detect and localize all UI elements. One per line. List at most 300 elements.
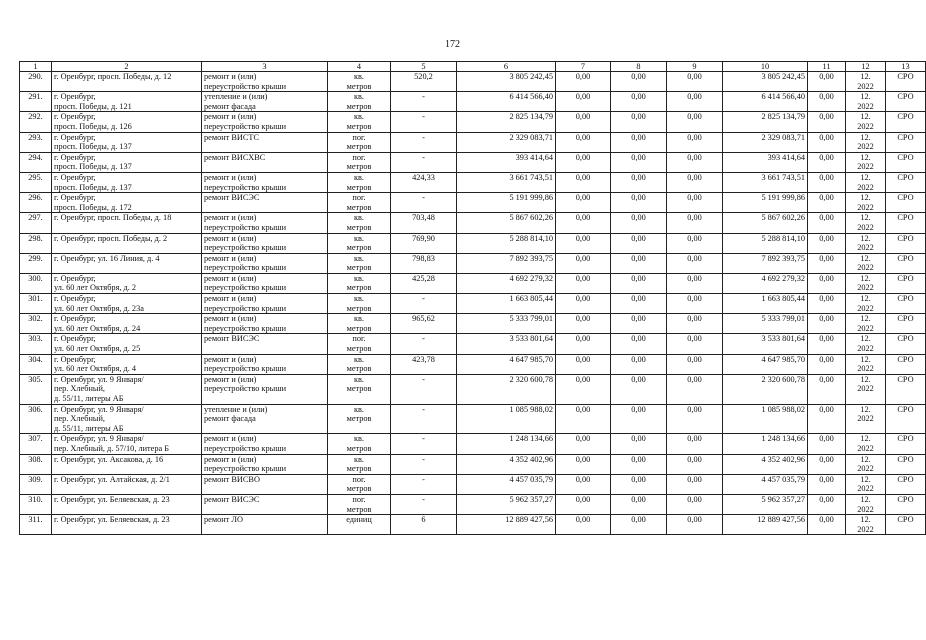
total-cost-cell: 5 867 602,26: [457, 213, 556, 233]
cost-col10-cell: 1 248 134,66: [723, 434, 808, 454]
cost-col7-cell: 0,00: [556, 253, 611, 273]
work-type-cell-line: переустройство крыши: [204, 222, 287, 232]
cost-col7-cell: 0,00: [556, 172, 611, 192]
work-type-cell: [202, 454, 328, 474]
address-cell-line: ул. 60 лет Октября, д. 4: [54, 364, 137, 374]
method-cell: СРО: [886, 253, 926, 273]
table-row: [20, 213, 926, 233]
term-cell-line: 2022: [857, 464, 874, 474]
address-cell: [52, 273, 202, 293]
work-type-cell-line: ремонт и (или): [204, 374, 257, 384]
work-type-cell-line: переустройство крыши: [204, 364, 287, 374]
term-cell: [846, 314, 886, 334]
term-cell: [846, 193, 886, 213]
unit-cell-line: метров: [346, 484, 372, 494]
cost-col11-cell: 0,00: [808, 334, 846, 354]
term-cell-line: 12.: [860, 233, 871, 243]
term-cell-line: 12.: [860, 92, 871, 102]
work-type-cell-line: ремонт ВИСЭС: [204, 193, 260, 203]
row-number: 306.: [20, 404, 52, 434]
work-type-cell-line: ремонт и (или): [204, 273, 257, 283]
unit-cell: [328, 92, 391, 112]
cost-col10-cell: 3 533 801,64: [723, 334, 808, 354]
total-cost-cell: 1 663 805,44: [457, 294, 556, 314]
row-number: 311.: [20, 515, 52, 535]
unit-cell-line: кв.: [353, 253, 365, 263]
row-number: 301.: [20, 294, 52, 314]
table-row: [20, 233, 926, 253]
work-type-cell-line: ремонт ВИСЭС: [204, 494, 260, 504]
cost-col9-cell: 0,00: [667, 233, 723, 253]
term-cell-line: 12.: [860, 334, 871, 344]
work-type-cell-line: ремонт и (или): [204, 172, 257, 182]
work-type-cell: [202, 334, 328, 354]
term-cell-line: 12.: [860, 152, 871, 162]
unit-cell-line: метров: [346, 464, 372, 474]
row-number: 292.: [20, 112, 52, 132]
cost-col8-cell: 0,00: [611, 92, 667, 112]
col-header: 1: [20, 62, 52, 72]
cost-col11-cell: 0,00: [808, 404, 846, 434]
col-header: 4: [328, 62, 391, 72]
cost-col8-cell: 0,00: [611, 474, 667, 494]
term-cell-line: 2022: [857, 263, 874, 273]
table-row: [20, 515, 926, 535]
unit-cell-line: метров: [346, 182, 372, 192]
unit-cell-line: кв.: [353, 314, 365, 324]
col-header: 3: [202, 62, 328, 72]
term-cell-line: 12.: [860, 213, 871, 223]
cost-col9-cell: 0,00: [667, 474, 723, 494]
row-number: 305.: [20, 374, 52, 404]
term-cell: [846, 354, 886, 374]
cost-col7-cell: 0,00: [556, 273, 611, 293]
term-cell-line: 12.: [860, 454, 871, 464]
col-header: 5: [391, 62, 457, 72]
unit-cell-line: кв.: [353, 374, 365, 384]
work-type-cell-line: переустройство крыши: [204, 81, 287, 91]
unit-cell: [328, 404, 391, 434]
cost-col8-cell: 0,00: [611, 434, 667, 454]
cost-col8-cell: 0,00: [611, 404, 667, 434]
quantity-cell: -: [391, 112, 457, 132]
row-number: 293.: [20, 132, 52, 152]
unit-cell: [328, 233, 391, 253]
unit-cell: [328, 374, 391, 404]
total-cost-cell: 4 647 985,70: [457, 354, 556, 374]
row-number: 298.: [20, 233, 52, 253]
cost-col8-cell: 0,00: [611, 334, 667, 354]
address-cell: [52, 474, 202, 494]
cost-col10-cell: 5 333 799,01: [723, 314, 808, 334]
unit-cell: [328, 314, 391, 334]
work-type-cell: [202, 434, 328, 454]
cost-col10-cell: 6 414 566,40: [723, 92, 808, 112]
unit-cell-line: метров: [346, 303, 372, 313]
work-type-cell-line: переустройство крыши: [204, 263, 287, 273]
cost-col9-cell: 0,00: [667, 253, 723, 273]
unit-cell-line: кв.: [353, 454, 365, 464]
unit-cell-line: метров: [346, 384, 372, 394]
work-type-cell-line: ремонт и (или): [204, 434, 257, 444]
work-type-cell-line: переустройство крыши: [204, 323, 287, 333]
cost-col11-cell: 0,00: [808, 354, 846, 374]
col-header: 7: [556, 62, 611, 72]
address-cell-line: г. Оренбург, ул. 9 Января/: [54, 434, 144, 444]
row-number: 300.: [20, 273, 52, 293]
method-cell: СРО: [886, 213, 926, 233]
table-row: [20, 253, 926, 273]
address-cell: [52, 374, 202, 404]
term-cell-line: 12.: [860, 354, 871, 364]
address-cell-line: ул. 60 лет Октября, д. 23а: [54, 303, 144, 313]
address-cell-line: д. 55/11, литеры АБ: [54, 394, 124, 403]
work-type-cell-line: переустройство крыши: [204, 283, 287, 293]
address-cell: [52, 112, 202, 132]
total-cost-cell: 3 805 242,45: [457, 72, 556, 92]
cost-col9-cell: 0,00: [667, 172, 723, 192]
col-header: 8: [611, 62, 667, 72]
term-cell-line: 2022: [857, 162, 874, 172]
address-cell: [52, 213, 202, 233]
address-cell-line: просп. Победы, д. 137: [54, 142, 132, 152]
unit-cell: [328, 294, 391, 314]
quantity-cell: -: [391, 334, 457, 354]
unit-cell-line: метров: [346, 364, 372, 374]
term-cell-line: 12.: [860, 404, 871, 414]
unit-cell: [328, 474, 391, 494]
cost-col7-cell: 0,00: [556, 92, 611, 112]
unit-cell: [328, 273, 391, 293]
work-type-cell-line: ремонт и (или): [204, 72, 257, 81]
quantity-cell: 425,28: [391, 273, 457, 293]
row-number: 291.: [20, 92, 52, 112]
term-cell: [846, 404, 886, 434]
unit-cell-line: кв.: [353, 233, 365, 243]
total-cost-cell: 5 288 814,10: [457, 233, 556, 253]
cost-col7-cell: 0,00: [556, 152, 611, 172]
work-type-cell: [202, 354, 328, 374]
cost-col10-cell: 1 085 988,02: [723, 404, 808, 434]
address-cell-line: ул. 60 лет Октября, д. 24: [54, 323, 141, 333]
row-number: 303.: [20, 334, 52, 354]
unit-cell-line: метров: [346, 202, 372, 212]
address-cell: [52, 434, 202, 454]
address-cell: [52, 253, 202, 273]
row-number: 307.: [20, 434, 52, 454]
address-cell-line: г. Оренбург,: [54, 92, 96, 102]
cost-col9-cell: 0,00: [667, 273, 723, 293]
total-cost-cell: 5 191 999,86: [457, 193, 556, 213]
method-cell: СРО: [886, 294, 926, 314]
address-cell-line: г. Оренбург,: [54, 354, 96, 364]
table-row: [20, 294, 926, 314]
cost-col7-cell: 0,00: [556, 454, 611, 474]
cost-col7-cell: 0,00: [556, 494, 611, 514]
cost-col7-cell: 0,00: [556, 515, 611, 535]
method-cell: СРО: [886, 233, 926, 253]
unit-cell: [328, 213, 391, 233]
method-cell: СРО: [886, 374, 926, 404]
method-cell: СРО: [886, 92, 926, 112]
term-cell: [846, 434, 886, 454]
address-cell: [52, 404, 202, 434]
term-cell-line: 2022: [857, 182, 874, 192]
unit-cell-line: кв.: [353, 92, 365, 102]
cost-col10-cell: 3 805 242,45: [723, 72, 808, 92]
cost-col9-cell: 0,00: [667, 354, 723, 374]
term-cell-line: 2022: [857, 222, 874, 232]
work-type-cell-line: переустройство крыши: [204, 384, 287, 394]
work-type-cell-line: переустройство крыши: [204, 243, 287, 253]
cost-col8-cell: 0,00: [611, 112, 667, 132]
quantity-cell: -: [391, 474, 457, 494]
term-cell: [846, 494, 886, 514]
term-cell-line: 2022: [857, 101, 874, 111]
address-cell-line: г. Оренбург, ул. 9 Января/: [54, 404, 144, 414]
cost-col9-cell: 0,00: [667, 132, 723, 152]
table-row: [20, 474, 926, 494]
address-cell: [52, 354, 202, 374]
work-type-cell: [202, 494, 328, 514]
work-type-cell-line: ремонт ВИСЭС: [204, 334, 260, 344]
term-cell: [846, 152, 886, 172]
total-cost-cell: 4 692 279,32: [457, 273, 556, 293]
cost-col11-cell: 0,00: [808, 515, 846, 535]
total-cost-cell: 5 333 799,01: [457, 314, 556, 334]
total-cost-cell: 12 889 427,56: [457, 515, 556, 535]
term-cell-line: 12.: [860, 132, 871, 142]
term-cell: [846, 273, 886, 293]
unit-cell-line: метров: [346, 443, 372, 453]
address-cell-line: просп. Победы, д. 137: [54, 182, 132, 192]
quantity-cell: 6: [391, 515, 457, 535]
table-row: [20, 152, 926, 172]
address-cell-line: г. Оренбург,: [54, 193, 96, 203]
address-cell-line: г. Оренбург,: [54, 273, 96, 283]
term-cell-line: 2022: [857, 344, 874, 354]
cost-col7-cell: 0,00: [556, 374, 611, 404]
work-type-cell-line: переустройство крыши: [204, 303, 287, 313]
cost-col10-cell: 4 457 035,79: [723, 474, 808, 494]
quantity-cell: -: [391, 434, 457, 454]
unit-cell: [328, 515, 391, 535]
unit-cell: [328, 72, 391, 92]
term-cell: [846, 253, 886, 273]
unit-cell-line: кв.: [353, 354, 365, 364]
address-cell: [52, 454, 202, 474]
address-cell-line: г. Оренбург,: [54, 314, 96, 324]
cost-col10-cell: 2 329 083,71: [723, 132, 808, 152]
quantity-cell: -: [391, 494, 457, 514]
row-number: 310.: [20, 494, 52, 514]
cost-col8-cell: 0,00: [611, 172, 667, 192]
term-cell-line: 2022: [857, 524, 874, 534]
term-cell: [846, 334, 886, 354]
cost-col11-cell: 0,00: [808, 72, 846, 92]
term-cell: [846, 92, 886, 112]
quantity-cell: -: [391, 294, 457, 314]
table-row: [20, 404, 926, 434]
quantity-cell: 703,48: [391, 213, 457, 233]
address-cell: [52, 314, 202, 334]
work-type-cell-line: ремонт и (или): [204, 253, 257, 263]
cost-col11-cell: 0,00: [808, 454, 846, 474]
cost-col9-cell: 0,00: [667, 334, 723, 354]
cost-col8-cell: 0,00: [611, 454, 667, 474]
unit-cell-line: метров: [346, 323, 372, 333]
cost-col7-cell: 0,00: [556, 404, 611, 434]
address-cell-line: г. Оренбург,: [54, 294, 96, 304]
cost-col11-cell: 0,00: [808, 253, 846, 273]
unit-cell-line: кв.: [353, 434, 365, 444]
address-cell-line: пер. Хлебный,: [54, 384, 105, 394]
work-type-cell: [202, 404, 328, 434]
work-type-cell-line: переустройство крыши: [204, 464, 287, 474]
cost-col9-cell: 0,00: [667, 112, 723, 132]
work-type-cell-line: переустройство крыши: [204, 121, 287, 131]
cost-col11-cell: 0,00: [808, 213, 846, 233]
cost-col10-cell: 5 191 999,86: [723, 193, 808, 213]
address-cell-line: д. 55/11, литеры АБ: [54, 423, 124, 433]
work-type-cell: [202, 294, 328, 314]
cost-col9-cell: 0,00: [667, 294, 723, 314]
term-cell-line: 12.: [860, 515, 871, 525]
work-type-cell: [202, 92, 328, 112]
unit-cell-line: кв.: [353, 112, 365, 122]
term-cell: [846, 454, 886, 474]
address-cell-line: г. Оренбург,: [54, 152, 96, 162]
cost-col11-cell: 0,00: [808, 434, 846, 454]
address-cell-line: г. Оренбург, ул. Беляевская, д. 23: [54, 494, 170, 504]
quantity-cell: 769,90: [391, 233, 457, 253]
cost-col10-cell: 2 825 134,79: [723, 112, 808, 132]
cost-col10-cell: 4 692 279,32: [723, 273, 808, 293]
work-type-cell-line: переустройство крыши: [204, 443, 287, 453]
cost-col9-cell: 0,00: [667, 152, 723, 172]
unit-cell-line: метров: [346, 243, 372, 253]
work-type-cell-line: ремонт ВИСХВС: [204, 152, 266, 162]
address-cell-line: г. Оренбург, ул. Беляевская, д. 23: [54, 515, 170, 525]
term-cell-line: 12.: [860, 172, 871, 182]
term-cell-line: 12.: [860, 273, 871, 283]
cost-col7-cell: 0,00: [556, 233, 611, 253]
cost-col10-cell: 7 892 393,75: [723, 253, 808, 273]
term-cell: [846, 72, 886, 92]
term-cell-line: 2022: [857, 504, 874, 514]
unit-cell-line: метров: [346, 101, 372, 111]
term-cell: [846, 374, 886, 404]
table-row: [20, 334, 926, 354]
address-cell-line: ул. 60 лет Октября, д. 2: [54, 283, 137, 293]
address-cell-line: г. Оренбург, просп. Победы, д. 2: [54, 233, 168, 243]
cost-col11-cell: 0,00: [808, 294, 846, 314]
quantity-cell: -: [391, 193, 457, 213]
method-cell: СРО: [886, 72, 926, 92]
address-cell-line: г. Оренбург, ул. 16 Линия, д. 4: [54, 253, 160, 263]
address-cell: [52, 72, 202, 92]
cost-col7-cell: 0,00: [556, 213, 611, 233]
cost-col9-cell: 0,00: [667, 404, 723, 434]
cost-col7-cell: 0,00: [556, 334, 611, 354]
address-cell-line: г. Оренбург,: [54, 172, 96, 182]
cost-col8-cell: 0,00: [611, 294, 667, 314]
quantity-cell: 965,62: [391, 314, 457, 334]
quantity-cell: -: [391, 404, 457, 434]
unit-cell-line: кв.: [353, 404, 365, 414]
term-cell-line: 12.: [860, 112, 871, 122]
row-number: 304.: [20, 354, 52, 374]
work-type-cell: [202, 474, 328, 494]
cost-col10-cell: 5 962 357,27: [723, 494, 808, 514]
col-header: 10: [723, 62, 808, 72]
col-header: 12: [846, 62, 886, 72]
table-row: [20, 112, 926, 132]
term-cell: [846, 172, 886, 192]
unit-cell: [328, 193, 391, 213]
cost-col7-cell: 0,00: [556, 72, 611, 92]
total-cost-cell: 2 329 083,71: [457, 132, 556, 152]
work-type-cell-line: ремонт и (или): [204, 233, 257, 243]
total-cost-cell: 1 085 988,02: [457, 404, 556, 434]
work-type-cell-line: ремонт и (или): [204, 454, 257, 464]
cost-col8-cell: 0,00: [611, 354, 667, 374]
table-row: [20, 374, 926, 404]
total-cost-cell: 7 892 393,75: [457, 253, 556, 273]
cost-col8-cell: 0,00: [611, 233, 667, 253]
cost-col8-cell: 0,00: [611, 273, 667, 293]
work-type-cell: [202, 233, 328, 253]
cost-col8-cell: 0,00: [611, 152, 667, 172]
row-number: 302.: [20, 314, 52, 334]
unit-cell: [328, 112, 391, 132]
address-cell: [52, 92, 202, 112]
unit-cell-line: метров: [346, 414, 372, 424]
table-row: [20, 132, 926, 152]
unit-cell-line: кв.: [353, 213, 365, 223]
term-cell-line: 12.: [860, 193, 871, 203]
cost-col11-cell: 0,00: [808, 152, 846, 172]
table-row: [20, 494, 926, 514]
unit-cell-line: кв.: [353, 172, 365, 182]
method-cell: СРО: [886, 193, 926, 213]
cost-col8-cell: 0,00: [611, 193, 667, 213]
unit-cell: [328, 152, 391, 172]
method-cell: СРО: [886, 112, 926, 132]
work-type-cell: [202, 515, 328, 535]
table-row: [20, 434, 926, 454]
address-cell-line: г. Оренбург,: [54, 132, 96, 142]
cost-col11-cell: 0,00: [808, 92, 846, 112]
term-cell: [846, 515, 886, 535]
term-cell-line: 2022: [857, 384, 874, 394]
row-number: 294.: [20, 152, 52, 172]
unit-cell-line: метров: [346, 283, 372, 293]
cost-col11-cell: 0,00: [808, 172, 846, 192]
unit-cell-line: кв.: [353, 294, 365, 304]
work-type-cell-line: ремонт ВИСВО: [204, 474, 260, 484]
cost-col10-cell: 2 320 600,78: [723, 374, 808, 404]
unit-cell-line: метров: [346, 504, 372, 514]
term-cell-line: 12.: [860, 314, 871, 324]
cost-col11-cell: 0,00: [808, 314, 846, 334]
cost-col9-cell: 0,00: [667, 72, 723, 92]
cost-col11-cell: 0,00: [808, 273, 846, 293]
method-cell: СРО: [886, 172, 926, 192]
cost-col11-cell: 0,00: [808, 494, 846, 514]
term-cell-line: 2022: [857, 303, 874, 313]
address-cell: [52, 233, 202, 253]
